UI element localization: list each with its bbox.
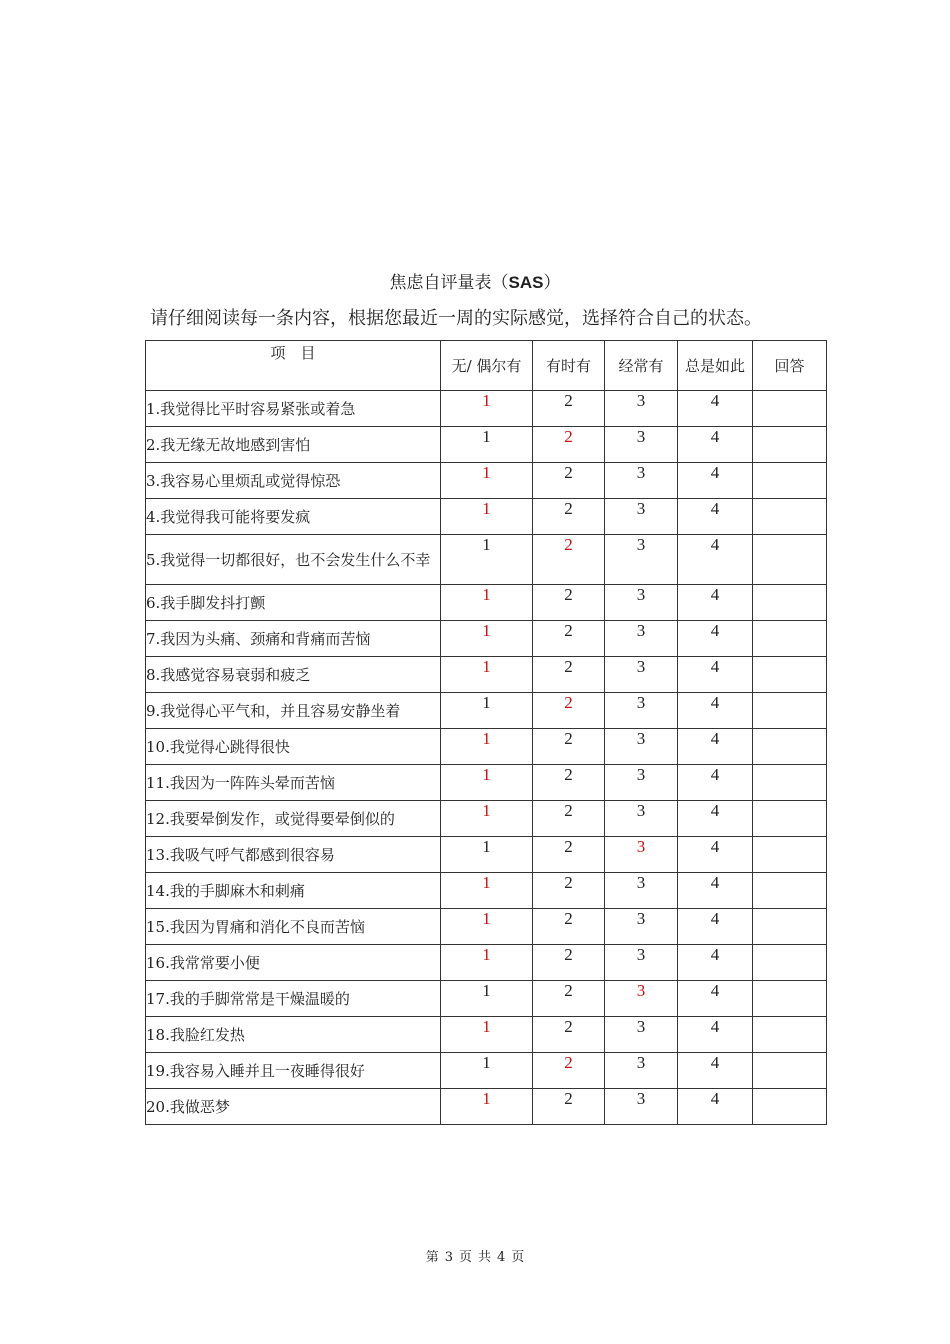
option-value[interactable]: 3 — [605, 693, 678, 729]
table-row — [146, 1089, 827, 1125]
table-row — [146, 427, 827, 463]
page-footer — [0, 1246, 950, 1265]
table-row — [146, 837, 827, 873]
option-value[interactable]: 3 — [605, 657, 678, 693]
table-row — [146, 909, 827, 945]
answer-cell[interactable] — [753, 391, 827, 427]
option-value-selected[interactable]: 1 — [441, 463, 533, 499]
table-row — [146, 873, 827, 909]
footer-total-pages: 4 — [497, 1250, 506, 1265]
option-value-selected[interactable]: 1 — [441, 621, 533, 657]
option-value[interactable]: 3 — [605, 765, 678, 801]
option-value[interactable]: 1 — [441, 1053, 533, 1089]
question-text: 19.我容易入睡并且一夜睡得很好 — [146, 1053, 441, 1089]
table-row — [146, 657, 827, 693]
answer-cell[interactable] — [753, 981, 827, 1017]
table-row — [146, 499, 827, 535]
title-text: 焦虑自评量表（ — [389, 273, 509, 293]
table-row — [146, 463, 827, 499]
option-value[interactable]: 3 — [605, 873, 678, 909]
option-value-selected[interactable]: 1 — [441, 1017, 533, 1053]
answer-cell[interactable] — [753, 499, 827, 535]
option-value[interactable]: 4 — [678, 981, 753, 1017]
question-text: 13.我吸气呼气都感到很容易 — [146, 837, 441, 873]
answer-cell[interactable] — [753, 535, 827, 585]
option-value-selected[interactable]: 1 — [441, 945, 533, 981]
option-value[interactable]: 2 — [533, 499, 605, 535]
option-value[interactable]: 4 — [678, 391, 753, 427]
answer-cell[interactable] — [753, 1053, 827, 1089]
table-row — [146, 981, 827, 1017]
question-text: 2.我无缘无故地感到害怕 — [146, 427, 441, 463]
option-value-selected[interactable]: 1 — [441, 657, 533, 693]
option-value[interactable]: 1 — [441, 981, 533, 1017]
option-value[interactable]: 3 — [605, 621, 678, 657]
answer-cell[interactable] — [753, 693, 827, 729]
option-value[interactable]: 3 — [605, 463, 678, 499]
option-value-selected[interactable]: 1 — [441, 729, 533, 765]
option-value-selected[interactable]: 3 — [605, 837, 678, 873]
answer-cell[interactable] — [753, 1017, 827, 1053]
option-value[interactable]: 4 — [678, 945, 753, 981]
option-value[interactable]: 2 — [533, 391, 605, 427]
sas-questionnaire-table — [145, 340, 827, 1125]
question-text: 4.我觉得我可能将要发疯 — [146, 499, 441, 535]
table-row — [146, 945, 827, 981]
table-body — [146, 391, 827, 1125]
option-value-selected[interactable]: 1 — [441, 765, 533, 801]
option-value[interactable]: 3 — [605, 1053, 678, 1089]
option-value[interactable]: 4 — [678, 729, 753, 765]
footer-total-word: 共 — [478, 1250, 492, 1265]
question-text: 7.我因为头痛、颈痛和背痛而苦恼 — [146, 621, 441, 657]
footer-page-word: 页 — [458, 1250, 472, 1265]
option-value[interactable]: 1 — [441, 693, 533, 729]
option-value-selected[interactable]: 1 — [441, 499, 533, 535]
question-text: 1.我觉得比平时容易紧张或着急 — [146, 391, 441, 427]
option-value-selected[interactable]: 3 — [605, 981, 678, 1017]
instruction-text: 请仔细阅读每一条内容，根据您最近一周的实际感觉，选择符合自己的状态。 — [150, 308, 762, 329]
option-value[interactable]: 4 — [678, 837, 753, 873]
answer-cell[interactable] — [753, 427, 827, 463]
option-value[interactable]: 3 — [605, 909, 678, 945]
question-text: 9.我觉得心平气和，并且容易安静坐着 — [146, 693, 441, 729]
header-answer: 回答 — [753, 341, 827, 391]
option-value[interactable]: 4 — [678, 657, 753, 693]
option-value[interactable]: 2 — [533, 801, 605, 837]
option-value[interactable]: 4 — [678, 1053, 753, 1089]
question-text: 14.我的手脚麻木和刺痛 — [146, 873, 441, 909]
table-row — [146, 621, 827, 657]
option-value[interactable]: 4 — [678, 873, 753, 909]
table-header-row — [146, 341, 827, 391]
option-value[interactable]: 2 — [533, 909, 605, 945]
option-value[interactable]: 3 — [605, 1017, 678, 1053]
title-close: ） — [543, 273, 561, 293]
option-value-selected[interactable]: 2 — [533, 427, 605, 463]
answer-cell[interactable] — [753, 1089, 827, 1125]
option-value-selected[interactable]: 1 — [441, 801, 533, 837]
footer-current-page: 3 — [444, 1250, 453, 1265]
table-row — [146, 1017, 827, 1053]
option-value-selected[interactable]: 2 — [533, 693, 605, 729]
option-value[interactable]: 2 — [533, 657, 605, 693]
table-row — [146, 801, 827, 837]
option-value[interactable]: 4 — [678, 621, 753, 657]
option-value-selected[interactable]: 1 — [441, 873, 533, 909]
option-value[interactable]: 3 — [605, 499, 678, 535]
option-value[interactable]: 4 — [678, 765, 753, 801]
answer-cell[interactable] — [753, 801, 827, 837]
option-value-selected[interactable]: 2 — [533, 535, 605, 585]
option-value[interactable]: 2 — [533, 765, 605, 801]
table-row — [146, 1053, 827, 1089]
option-value[interactable]: 2 — [533, 1017, 605, 1053]
answer-cell[interactable] — [753, 585, 827, 621]
question-text: 20.我做恶梦 — [146, 1089, 441, 1125]
option-value[interactable]: 3 — [605, 729, 678, 765]
header-none-or-rarely: 无/ 偶尔有 — [441, 341, 533, 391]
option-value[interactable]: 3 — [605, 1089, 678, 1125]
option-value[interactable]: 4 — [678, 585, 753, 621]
question-text: 8.我感觉容易衰弱和疲乏 — [146, 657, 441, 693]
question-text: 12.我要晕倒发作，或觉得要晕倒似的 — [146, 801, 441, 837]
header-always: 总是如此 — [678, 341, 753, 391]
title-abbrev: SAS — [508, 273, 544, 292]
table-row — [146, 729, 827, 765]
option-value-selected[interactable]: 2 — [533, 1053, 605, 1089]
question-text: 10.我觉得心跳得很快 — [146, 729, 441, 765]
option-value[interactable]: 1 — [441, 837, 533, 873]
footer-suffix: 页 — [511, 1250, 525, 1265]
answer-cell[interactable] — [753, 729, 827, 765]
header-item: 项 目 — [146, 341, 441, 391]
option-value[interactable]: 2 — [533, 1089, 605, 1125]
question-text: 5.我觉得一切都很好，也不会发生什么不幸 — [146, 535, 441, 585]
option-value[interactable]: 2 — [533, 729, 605, 765]
option-value[interactable]: 3 — [605, 427, 678, 463]
option-value[interactable]: 2 — [533, 585, 605, 621]
option-value[interactable]: 3 — [605, 535, 678, 585]
answer-cell[interactable] — [753, 909, 827, 945]
question-text: 16.我常常要小便 — [146, 945, 441, 981]
answer-cell[interactable] — [753, 873, 827, 909]
question-text: 18.我脸红发热 — [146, 1017, 441, 1053]
option-value[interactable]: 1 — [441, 535, 533, 585]
option-value-selected[interactable]: 1 — [441, 585, 533, 621]
option-value[interactable]: 3 — [605, 391, 678, 427]
option-value-selected[interactable]: 1 — [441, 1089, 533, 1125]
header-often: 经常有 — [605, 341, 678, 391]
option-value[interactable]: 4 — [678, 1089, 753, 1125]
option-value[interactable]: 2 — [533, 981, 605, 1017]
answer-cell[interactable] — [753, 765, 827, 801]
question-text: 17.我的手脚常常是干燥温暖的 — [146, 981, 441, 1017]
table-row — [146, 765, 827, 801]
option-value[interactable]: 4 — [678, 1017, 753, 1053]
option-value[interactable]: 4 — [678, 693, 753, 729]
option-value-selected[interactable]: 1 — [441, 391, 533, 427]
option-value[interactable]: 4 — [678, 909, 753, 945]
option-value[interactable]: 4 — [678, 499, 753, 535]
option-value[interactable]: 2 — [533, 945, 605, 981]
option-value-selected[interactable]: 1 — [441, 909, 533, 945]
answer-cell[interactable] — [753, 945, 827, 981]
option-value[interactable]: 3 — [605, 801, 678, 837]
table-row — [146, 585, 827, 621]
option-value[interactable]: 3 — [605, 945, 678, 981]
page-title — [0, 268, 950, 293]
question-text: 15.我因为胃痛和消化不良而苦恼 — [146, 909, 441, 945]
question-text: 3.我容易心里烦乱或觉得惊恐 — [146, 463, 441, 499]
option-value[interactable]: 2 — [533, 463, 605, 499]
footer-prefix: 第 — [425, 1250, 439, 1265]
header-sometimes: 有时有 — [533, 341, 605, 391]
option-value[interactable]: 4 — [678, 801, 753, 837]
option-value[interactable]: 1 — [441, 427, 533, 463]
answer-cell[interactable] — [753, 463, 827, 499]
option-value[interactable]: 2 — [533, 621, 605, 657]
option-value[interactable]: 4 — [678, 427, 753, 463]
answer-cell[interactable] — [753, 837, 827, 873]
option-value[interactable]: 3 — [605, 585, 678, 621]
table-row — [146, 391, 827, 427]
answer-cell[interactable] — [753, 657, 827, 693]
option-value[interactable]: 4 — [678, 463, 753, 499]
table-row — [146, 693, 827, 729]
answer-cell[interactable] — [753, 621, 827, 657]
option-value[interactable]: 2 — [533, 837, 605, 873]
option-value[interactable]: 2 — [533, 873, 605, 909]
question-text: 11.我因为一阵阵头晕而苦恼 — [146, 765, 441, 801]
option-value[interactable]: 4 — [678, 535, 753, 585]
question-text: 6.我手脚发抖打颤 — [146, 585, 441, 621]
table-row — [146, 535, 827, 585]
